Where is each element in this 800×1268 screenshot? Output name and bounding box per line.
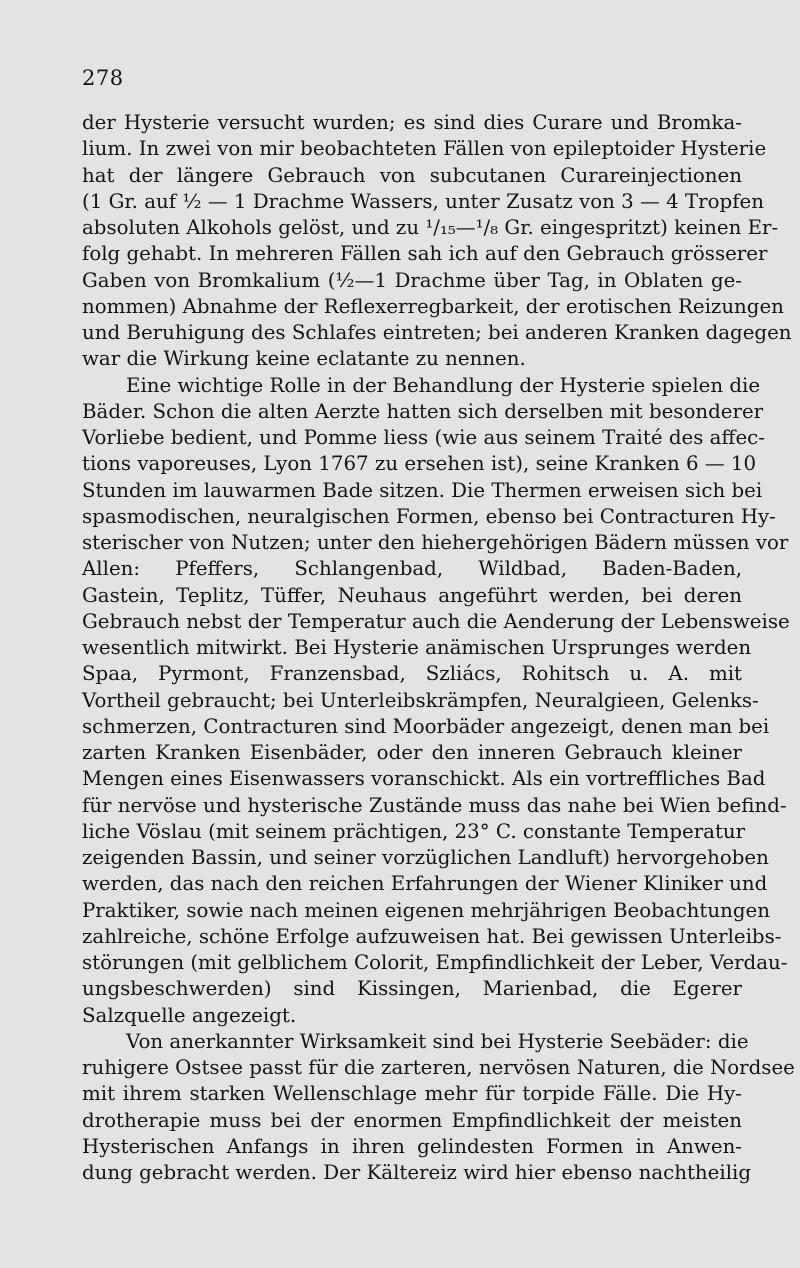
text-line: der Hysterie versucht wurden; es sind dies Curare und Bromka- bbox=[82, 111, 742, 134]
text-line: drotherapie muss bei der enormen Empfindlichkeit der meisten bbox=[82, 1108, 742, 1132]
text-line: Vortheil gebraucht; bei Unterleibskrämpfen, Neuralgieen, Gelenks- bbox=[82, 688, 759, 712]
text-line: sterischer von Nutzen; unter den hiehergehörigen Bädern müssen vor bbox=[82, 531, 789, 554]
text-line: wesentlich mitwirkt. Bei Hysterie anämischen Ursprunges werden bbox=[82, 636, 752, 659]
text-line: Vorliebe bedient, und Pomme liess (wie aus seinem Traité des affec- bbox=[82, 426, 765, 449]
text-line: und Beruhigung des Schlafes eintreten; bei anderen Kranken dagegen bbox=[82, 321, 792, 344]
text-line: dung gebracht werden. Der Kältereiz wird hier ebenso nachtheilig bbox=[82, 1161, 752, 1184]
text-line: zeigenden Bassin, und seiner vorzüglichen Landluft) hervorgehoben bbox=[82, 846, 769, 869]
text-line: liche Vöslau (mit seinem prächtigen, 23° C. constante Temperatur bbox=[82, 819, 746, 843]
text-line: spasmodischen, neuralgischen Formen, ebenso bei Contracturen Hy- bbox=[82, 504, 776, 528]
page-number: 278 bbox=[82, 66, 124, 90]
text-line: (1 Gr. auf ½ — 1 Drachme Wassers, unter Zusatz von 3 — 4 Tropfen bbox=[82, 189, 764, 213]
text-line: Salzquelle angezeigt. bbox=[82, 1003, 297, 1027]
text-line: Allen: Pfeffers, Schlangenbad, Wildbad, Baden-Baden, bbox=[82, 557, 742, 581]
text-line: störungen (mit gelblichem Colorit, Empfindlichkeit der Leber, Verdau- bbox=[82, 951, 788, 974]
text-line: Hysterischen Anfangs in ihren gelindesten Formen in Anwen- bbox=[82, 1134, 742, 1158]
text-line: ungsbeschwerden) sind Kissingen, Marienbad, die Egerer bbox=[82, 977, 742, 1001]
text-line: absoluten Alkohols gelöst, und zu ¹/₁₅—¹/₈ Gr. eingespritzt) keinen Er- bbox=[82, 216, 779, 239]
text-line: hat der längere Gebrauch von subcutanen Curareinjectionen bbox=[82, 163, 742, 187]
text-line: mit ihrem starken Wellenschlage mehr für torpide Fälle. Die Hy- bbox=[82, 1082, 742, 1106]
text-line: Praktiker, sowie nach meinen eigenen mehrjährigen Beobachtungen bbox=[82, 898, 770, 922]
text-line: für nervöse und hysterische Zustände muss das nahe bei Wien befind- bbox=[82, 793, 787, 817]
text-line: Eine wichtige Rolle in der Behandlung der Hysterie spielen die bbox=[126, 373, 761, 397]
text-line: Von anerkannter Wirksamkeit sind bei Hysterie Seebäder: die bbox=[126, 1029, 749, 1053]
text-line: Gebrauch nebst der Temperatur auch die Aenderung der Lebensweise bbox=[82, 609, 790, 633]
text-line: ruhigere Ostsee passt für die zarteren, nervösen Naturen, die Nordsee bbox=[82, 1056, 795, 1079]
text-line: nommen) Abnahme der Reflexerregbarkeit, der erotischen Reizungen bbox=[82, 294, 784, 318]
body-text bbox=[82, 110, 795, 1186]
text-line: folg gehabt. In mehreren Fällen sah ich auf den Gebrauch grösserer bbox=[82, 242, 768, 266]
text-line: zarten Kranken Eisenbäder, oder den inneren Gebrauch kleiner bbox=[82, 741, 742, 764]
text-line: Mengen eines Eisenwassers voranschickt. Als ein vortreffliches Bad bbox=[82, 767, 766, 791]
text-line: Bäder. Schon die alten Aerzte hatten sich derselben mit besonderer bbox=[82, 399, 764, 423]
text-line: werden, das nach den reichen Erfahrungen der Wiener Kliniker und bbox=[82, 872, 768, 896]
text-line: Gaben von Bromkalium (½—1 Drachme über Tag, in Oblaten ge- bbox=[82, 268, 742, 292]
text-line: Stunden im lauwarmen Bade sitzen. Die Thermen erweisen sich bei bbox=[82, 478, 763, 502]
text-line: zahlreiche, schöne Erfolge aufzuweisen hat. Bei gewissen Unterleibs- bbox=[82, 924, 782, 948]
text-line: lium. In zwei von mir beobachteten Fällen von epileptoider Hysterie bbox=[82, 137, 767, 161]
text-line: schmerzen, Contracturen sind Moorbäder angezeigt, denen man bei bbox=[82, 714, 770, 738]
text-line: war die Wirkung keine eclatante zu nennen. bbox=[82, 347, 526, 371]
text-line: Spaa, Pyrmont, Franzensbad, Szliács, Rohitsch u. A. mit bbox=[82, 662, 742, 686]
text-line: tions vaporeuses, Lyon 1767 zu ersehen ist), seine Kranken 6 — 10 bbox=[82, 452, 757, 476]
text-line: Gastein, Teplitz, Tüffer, Neuhaus angeführt werden, bei deren bbox=[82, 583, 742, 607]
